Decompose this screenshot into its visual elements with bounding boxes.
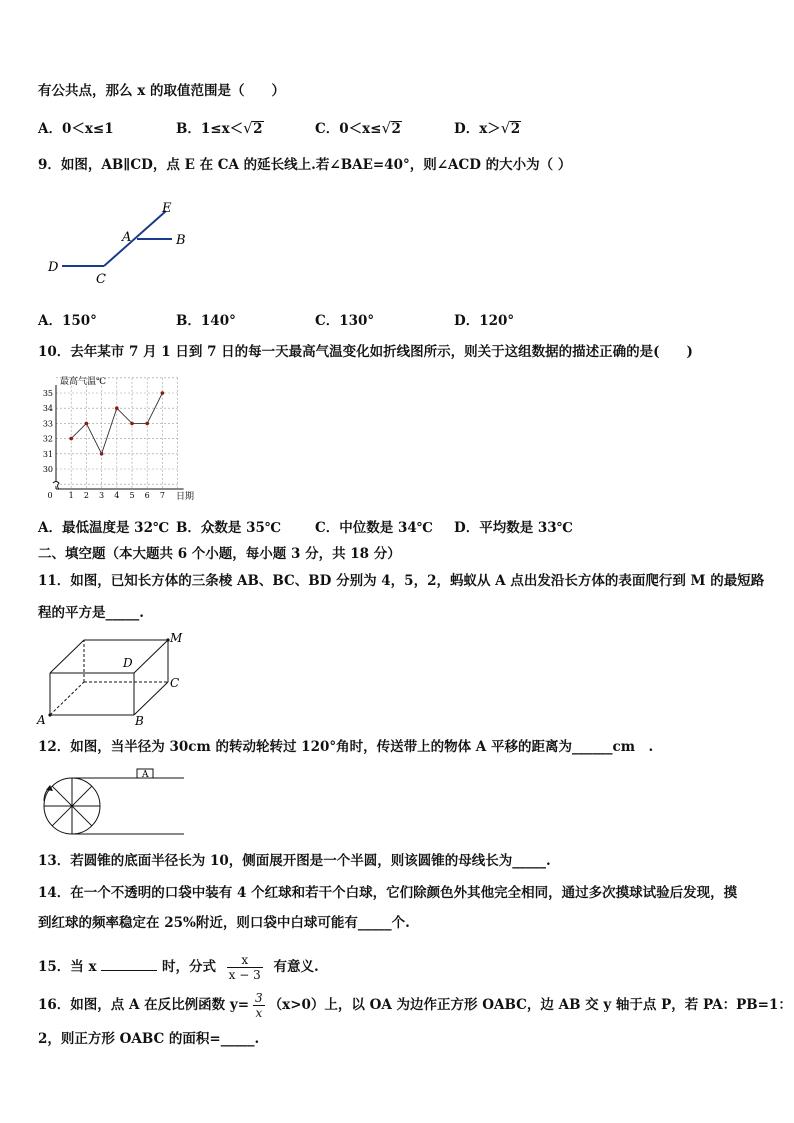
chart-x-tick-label: 4 bbox=[114, 491, 120, 500]
chart-ticks bbox=[43, 389, 165, 500]
chart-data-point bbox=[85, 422, 89, 426]
q15-blank bbox=[101, 970, 157, 971]
sqrt-symbol: √ 2 bbox=[381, 119, 401, 137]
q16-line1 bbox=[38, 991, 792, 1020]
temperature-line-chart bbox=[40, 371, 210, 503]
q13-stem: 13．若圆锥的底面半径长为 10，侧面展开图是一个半圆，则该圆锥的母线长为_____. bbox=[38, 853, 551, 869]
chart-data-point bbox=[115, 406, 119, 410]
chart-ylabel: 最高气温℃ bbox=[60, 377, 107, 387]
chart-x-tick-label: 0 bbox=[47, 491, 53, 500]
sqrt-symbol: √ 2 bbox=[500, 119, 521, 137]
q10-option-d: D．平均数是 33℃ bbox=[454, 520, 573, 536]
chart-grid bbox=[56, 378, 178, 489]
chart-y-tick-label: 32 bbox=[42, 434, 53, 444]
chart-x-tick-label: 2 bbox=[83, 491, 89, 500]
q11-line2: 程的平方是_____. bbox=[38, 605, 144, 621]
q9-label-b: B bbox=[176, 233, 186, 248]
q11-label-m: M bbox=[170, 631, 183, 645]
q9-option-d: D．120° bbox=[454, 313, 515, 329]
q16-post: （x>0）上，以 OA 为边作正方形 OABC，边 AB 交 y 轴于点 P，若 PA：PB=1： bbox=[268, 997, 792, 1013]
chart-y-tick-label: 31 bbox=[42, 449, 53, 459]
q11-line1: 11．如图，已知长方体的三条棱 AB、BC、BD 分别为 4，5，2，蚂蚁从 A 点出发沿长方体的表面爬行到 M 的最短路 bbox=[38, 573, 765, 589]
q9-option-a: A．150° bbox=[38, 313, 97, 329]
q11-label-a: A bbox=[37, 713, 46, 727]
section-title: 二、填空题（本大题共 6 个小题，每小题 3 分，共 18 分） bbox=[38, 546, 401, 562]
q16-numerator: 3 bbox=[255, 991, 263, 1005]
chart-y-tick-label: 35 bbox=[42, 389, 53, 398]
q8-option-a: A．0＜x≤1 bbox=[38, 121, 114, 137]
q9-label-c: C bbox=[96, 272, 106, 287]
q15-pre: 15．当 x bbox=[38, 959, 97, 975]
q8-option-d-text: D．x＞ bbox=[454, 121, 501, 137]
q12-conveyor-figure bbox=[36, 765, 196, 840]
chart-x-tick-label: 5 bbox=[129, 491, 135, 500]
chart-y-tick-label: 34 bbox=[42, 404, 53, 414]
chart-data-point bbox=[100, 452, 104, 456]
q10-option-c: C．中位数是 34℃ bbox=[315, 520, 433, 536]
chart-y-tick-label: 30 bbox=[42, 465, 53, 474]
chart-data-point bbox=[145, 422, 149, 426]
chart-data-point bbox=[161, 391, 165, 395]
q10-stem: 10．去年某市 7 月 1 日到 7 日的每一天最高气温变化如折线图所示，则关于这组数据的描述正确的是( ) bbox=[38, 344, 693, 360]
q11-cuboid-figure bbox=[34, 628, 194, 728]
chart-x-tick-label: 7 bbox=[159, 491, 165, 500]
q8-option-b bbox=[176, 120, 264, 138]
q8-option-c-text: C．0＜x≤ bbox=[315, 121, 382, 137]
q8-stem: 有公共点，那么 x 的取值范围是（ ） bbox=[38, 83, 285, 99]
q15-fraction bbox=[227, 953, 263, 982]
chart-x-tick-label: 6 bbox=[144, 491, 150, 500]
q9-label-d: D bbox=[48, 260, 59, 275]
q16-line2: 2，则正方形 OABC 的面积=_____. bbox=[38, 1031, 260, 1047]
chart-data-point bbox=[69, 437, 73, 441]
q9-figure bbox=[40, 195, 200, 290]
q11-label-d: D bbox=[123, 656, 133, 670]
q12-object-label: A bbox=[142, 770, 149, 780]
q16-fraction bbox=[253, 991, 265, 1020]
q9-label-e: E bbox=[162, 201, 172, 216]
q10-option-a: A．最低温度是 32℃ bbox=[38, 520, 170, 536]
chart-xlabel: 日期 bbox=[176, 492, 195, 502]
q9-label-a: A bbox=[122, 230, 132, 245]
chart-data-point bbox=[130, 422, 134, 426]
q10-option-b: B．众数是 35℃ bbox=[176, 520, 282, 536]
q16-pre: 16．如图，点 A 在反比例函数 y= bbox=[38, 997, 250, 1013]
q9-stem: 9．如图，AB∥CD，点 E 在 CA 的延长线上.若∠BAE=40°，则∠ACD 的大小为（ ） bbox=[38, 157, 572, 173]
q12-stem: 12．如图，当半径为 30cm 的转动轮转过 120°角时，传送带上的物体 A 平移的距离为______cm . bbox=[38, 739, 654, 755]
q15-numerator: x bbox=[227, 953, 263, 968]
q15-post: 有意义. bbox=[273, 959, 319, 975]
q8-option-b-text: B．1≤x＜ bbox=[176, 121, 244, 137]
q8-option-d bbox=[454, 120, 521, 138]
q11-label-b: B bbox=[135, 714, 144, 728]
q16-denominator: x bbox=[255, 1006, 263, 1020]
q14-line1: 14．在一个不透明的口袋中装有 4 个红球和若干个白球，它们除颜色外其他完全相同，通过多次摸球试验后发现，摸 bbox=[38, 885, 738, 901]
q15-denominator: x − 3 bbox=[228, 968, 261, 982]
q9-option-c: C．130° bbox=[315, 313, 375, 329]
sqrt-symbol: √ 2 bbox=[243, 119, 263, 137]
q14-line2: 到红球的频率稳定在 25%附近，则口袋中白球可能有_____个. bbox=[38, 915, 410, 931]
q11-label-c: C bbox=[170, 676, 180, 690]
chart-y-tick-label: 33 bbox=[42, 419, 53, 429]
chart-x-tick-label: 1 bbox=[68, 491, 74, 500]
q8-option-c bbox=[315, 120, 402, 138]
q15-stem bbox=[38, 953, 319, 982]
q9-option-b: B．140° bbox=[176, 313, 236, 329]
chart-x-tick-label: 3 bbox=[99, 491, 105, 500]
q15-mid: 时，分式 bbox=[161, 959, 216, 975]
